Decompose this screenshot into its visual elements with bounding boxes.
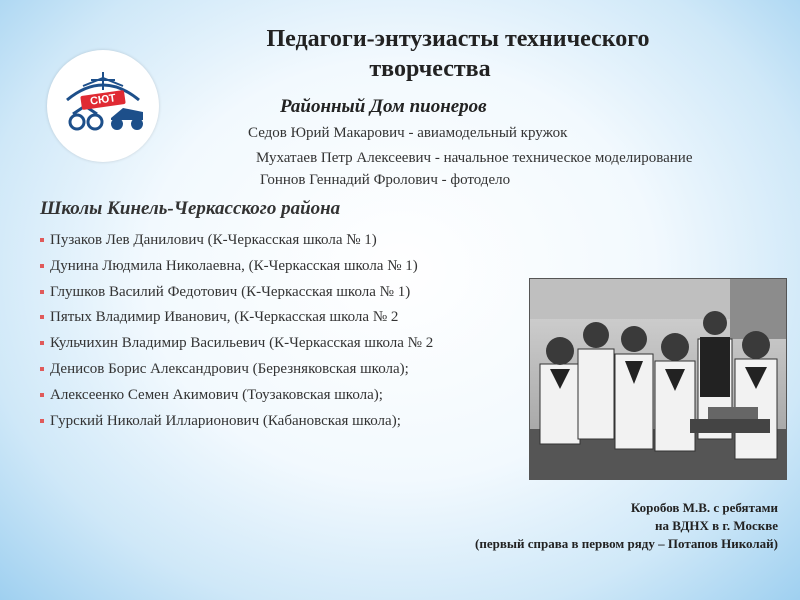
page-title-line2: творчества [369,56,491,82]
teacher-name: Пузаков Лев Данилович (К-Черкасская школа № 1) [50,232,377,248]
suyt-logo [47,50,159,162]
list-item [40,361,433,387]
district-teacher: Седов Юрий Макарович - авиамодельный кружок [248,125,568,141]
bullet-icon [40,393,44,397]
photo-caption-line2: на ВДНХ в г. Москве [655,518,778,533]
bullet-icon [40,238,44,242]
bullet-icon [40,341,44,345]
teacher-name: Пятых Владимир Иванович, (К-Черкасская школа № 2 [50,309,399,326]
school-teachers-list [40,232,433,438]
teacher-name: Кульчихин Владимир Васильевич (К-Черкасская школа № 2 [50,335,434,352]
bullet-icon [40,367,44,371]
group-photo-illustration [530,279,786,479]
teacher-name: Денисов Борис Александрович (Березняковская школа); [50,360,409,377]
list-item [40,284,433,310]
page-title-line1: Педагоги-энтузиасты технического [266,26,650,52]
bullet-icon [40,264,44,268]
district-teacher: Гоннов Геннадий Фролович - фотодело [260,172,511,188]
teacher-name: Алексеенко Семен Акимович (Тоузаковская школа); [50,386,383,403]
bullet-icon [40,315,44,319]
list-item [40,258,433,284]
historical-photo [529,278,787,480]
photo-caption-line1: Коробов М.В. с ребятами [630,500,778,515]
teacher-name: Глушков Василий Федотович (К-Черкасская школа № 1) [50,283,411,300]
teacher-name: Дунина Людмила Николаевна, (К-Черкасская школа № 1) [50,257,418,274]
list-item [40,413,433,439]
district-teacher: Мухатаев Петр Алексеевич - начальное техническое моделирование [256,150,693,166]
list-item [40,309,433,335]
photo-caption-line3: (первый справа в первом ряду – Потапов Николай) [475,536,778,551]
list-item [40,387,433,413]
bullet-icon [40,290,44,294]
teacher-name: Гурский Николай Илларионович (Кабановская школа); [50,412,401,429]
schools-heading: Школы Кинель-Черкасского района [40,198,341,219]
logo-text: СЮТ [80,90,126,110]
bullet-icon [40,419,44,423]
list-item [40,335,433,361]
district-house-heading: Районный Дом пионеров [280,96,487,117]
list-item [40,232,433,258]
